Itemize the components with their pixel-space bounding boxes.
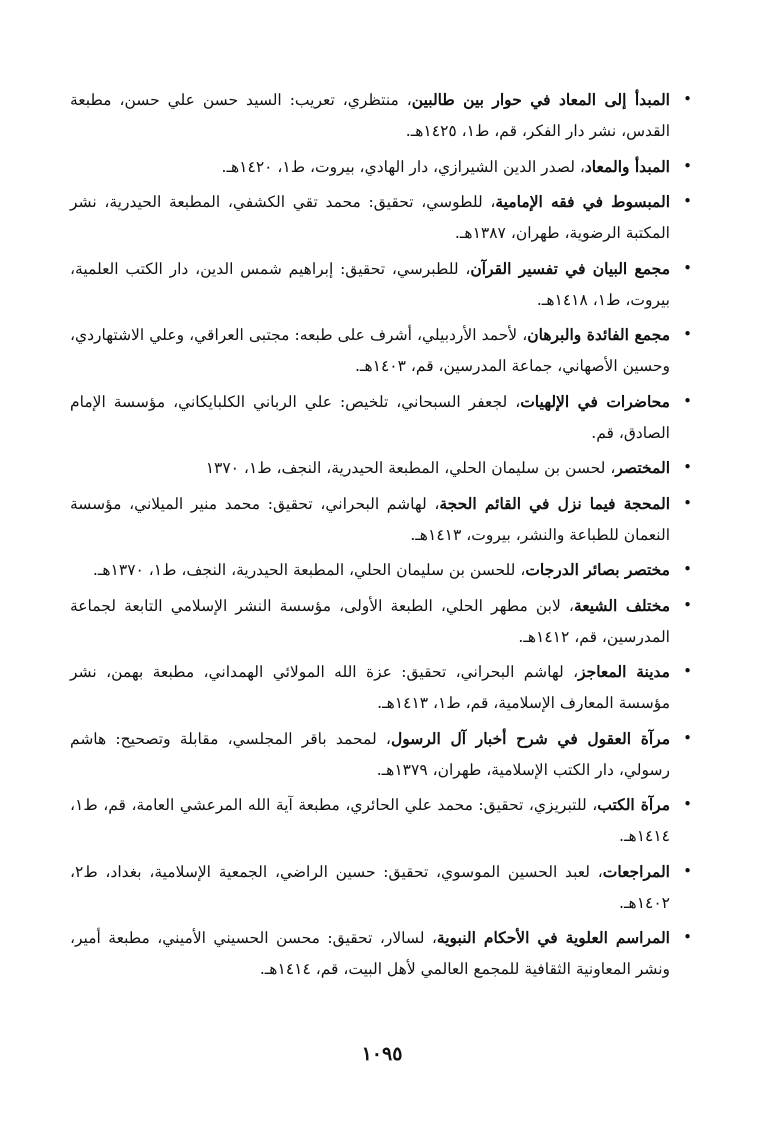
entry-details: ، لعبد الحسين الموسوي، تحقيق: حسين الراضي، الجمعية الإسلامية، بغداد، ط٢، ١٤٠٢هـ. bbox=[70, 862, 670, 912]
bibliography-entry bbox=[70, 723, 692, 786]
entry-title: مجمع الفائدة والبرهان bbox=[527, 325, 670, 344]
entry-title: المبدأ إلى المعاد في حوار بين طالبين bbox=[411, 90, 670, 109]
entry-title: مرآة الكتب bbox=[597, 795, 670, 814]
bibliography-list bbox=[70, 84, 692, 989]
entry-details: ، منتظري، تعريب: السيد حسن علي حسن، مطبعة القدس، نشر دار الفكر، قم، ط١، ١٤٢٥هـ. bbox=[70, 91, 670, 140]
bibliography-entry bbox=[70, 488, 692, 551]
entry-details: ، للتبريزي، تحقيق: محمد علي الحائري، مطبعة آية الله المرعشي العامة، قم، ط١، ١٤١٤هـ. bbox=[70, 796, 670, 845]
bibliography-entry bbox=[70, 554, 692, 586]
entry-details: ، لصدر الدين الشيرازي، دار الهادي، بيروت، ط١، ١٤٢٠هـ. bbox=[221, 157, 585, 176]
entry-title: مدينة المعاجز bbox=[578, 662, 670, 681]
entry-title: مجمع البيان في تفسير القرآن bbox=[470, 258, 670, 278]
bullet-icon: • bbox=[683, 662, 692, 680]
entry-details: ، لحسن بن سليمان الحلي، المطبعة الحيدرية، النجف، ط١، ١٣٧٠ bbox=[205, 459, 616, 477]
bibliography-entry bbox=[70, 84, 692, 147]
bibliography-entry bbox=[70, 253, 692, 316]
bibliography-entry bbox=[70, 386, 692, 449]
bullet-icon: • bbox=[683, 728, 692, 747]
entry-details: ، لأحمد الأردبيلي، أشرف على طبعه: مجتبى العراقي، وعلي الاشتهاردي، وحسين الأصهاني، جماعة المدرسين، قم، ١٤٠٣هـ. bbox=[70, 326, 670, 375]
bullet-icon: • bbox=[683, 493, 692, 512]
bibliography-entry bbox=[70, 789, 692, 852]
entry-details: ، للطبرسي، تحقيق: إبراهيم شمس الدين، دار الكتب العلمية، بيروت، ط١، ١٤١٨هـ. bbox=[70, 259, 670, 309]
bibliography-entry bbox=[70, 922, 692, 985]
page-number: ١٠٩٥ bbox=[361, 1043, 403, 1065]
bibliography-entry bbox=[70, 186, 692, 249]
bibliography-entry bbox=[70, 319, 692, 382]
entry-details: ، لسالار، تحقيق: محسن الحسيني الأميني، مطبعة أمير، ونشر المعاونية الثقافية للمجمع العالمي لأهل البيت، قم، ١٤١٤هـ. bbox=[70, 929, 670, 978]
entry-title: المبسوط في فقه الإمامية bbox=[495, 192, 670, 211]
entry-details: ، للطوسي، تحقيق: محمد تقي الكشفي، المطبعة الحيدرية، نشر المكتبة الرضوية، طهران، ١٣٨٧هـ. bbox=[70, 193, 670, 242]
bullet-icon: • bbox=[683, 192, 692, 210]
bibliography-entry bbox=[70, 151, 692, 183]
entry-title: المراجعات bbox=[602, 861, 670, 881]
entry-title: مرآة العقول في شرح أخبار آل الرسول bbox=[390, 728, 670, 748]
entry-details: ، لهاشم البحراني، تحقيق: عزة الله المولائي الهمداني، مطبعة بهمن، نشر مؤسسة المعارف الإسلامية، قم، ط١، ١٤١٣هـ. bbox=[70, 663, 670, 712]
bibliography-entry bbox=[70, 856, 692, 919]
bullet-icon: • bbox=[683, 595, 692, 614]
entry-title: المحجة فيما نزل في القائم الحجة bbox=[439, 493, 670, 513]
entry-details: ، لجعفر السبحاني، تلخيص: علي الرباني الكلبايكاني، مؤسسة الإمام الصادق، قم. bbox=[70, 392, 670, 442]
bullet-icon: • bbox=[683, 458, 692, 476]
entry-title: محاضرات في الإلهيات bbox=[520, 391, 670, 411]
entry-title: المبدأ والمعاد bbox=[584, 156, 670, 176]
bullet-icon: • bbox=[683, 795, 692, 813]
entry-details: ، لهاشم البحراني، تحقيق: محمد منير الميلاني، مؤسسة النعمان للطباعة والنشر، بيروت، ١٤١٣هـ. bbox=[70, 494, 670, 544]
bullet-icon: • bbox=[683, 861, 692, 880]
bibliography-entry bbox=[70, 590, 692, 653]
bullet-icon: • bbox=[683, 90, 692, 108]
bullet-icon: • bbox=[683, 325, 692, 343]
bullet-icon: • bbox=[683, 391, 692, 410]
entry-details: ، لمحمد باقر المجلسي، مقابلة وتصحيح: هاشم رسولي، دار الكتب الإسلامية، طهران، ١٣٧٩هـ. bbox=[70, 729, 670, 779]
entry-details: ، لابن مطهر الحلي، الطبعة الأولى، مؤسسة النشر الإسلامي التابعة لجماعة المدرسين، قم، ١٤١٢هـ. bbox=[70, 596, 670, 646]
entry-details: ، للحسن بن سليمان الحلي، المطبعة الحيدرية، النجف، ط١، ١٣٧٠هـ. bbox=[92, 561, 526, 579]
bullet-icon: • bbox=[683, 258, 692, 277]
bibliography-entry bbox=[70, 656, 692, 719]
entry-title: مختلف الشيعة bbox=[573, 595, 670, 615]
bibliography-entry bbox=[70, 452, 692, 484]
entry-title: المراسم العلوية في الأحكام النبوية bbox=[436, 928, 670, 947]
bullet-icon: • bbox=[683, 156, 692, 175]
entry-title: المختصر bbox=[615, 458, 670, 477]
entry-title: مختصر بصائر الدرجات bbox=[525, 560, 670, 579]
bullet-icon: • bbox=[683, 560, 692, 578]
bullet-icon: • bbox=[683, 928, 692, 946]
